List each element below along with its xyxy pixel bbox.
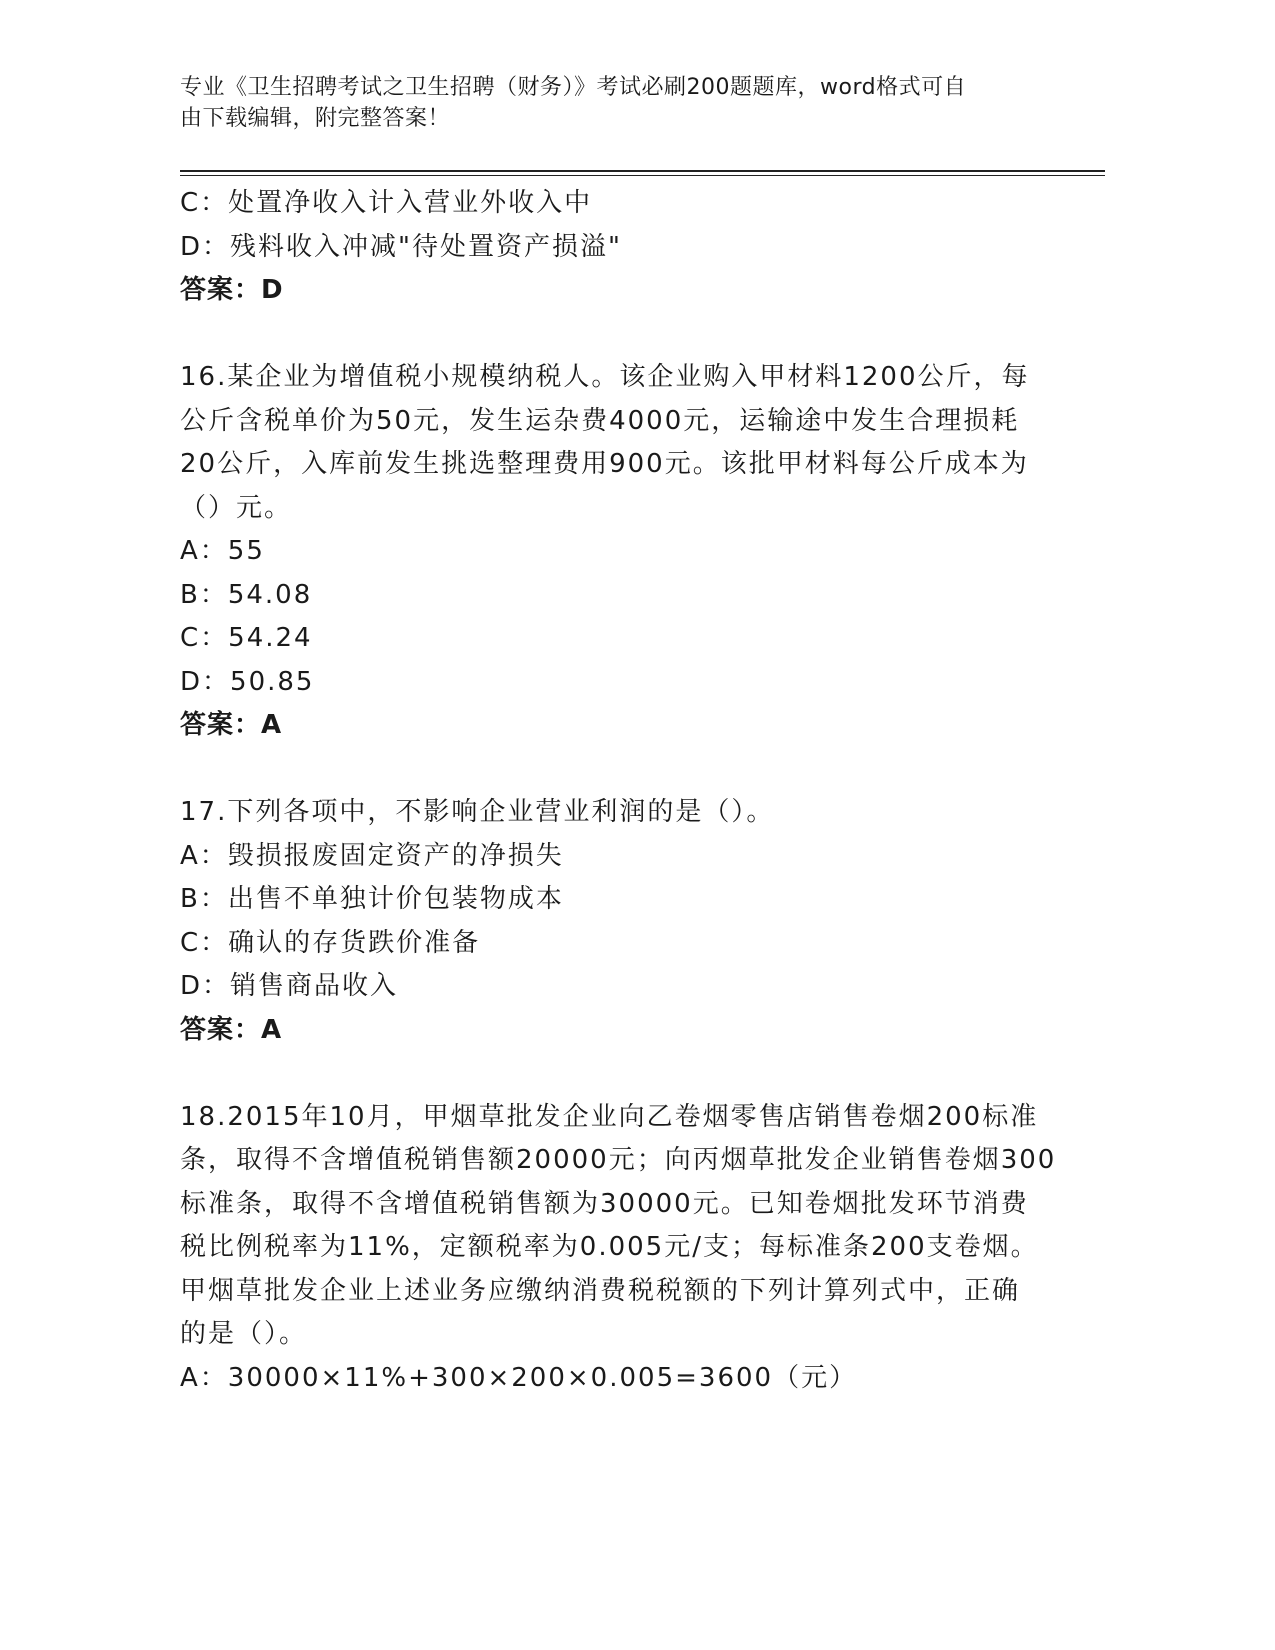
q17-option-a: A：毁损报废固定资产的净损失	[180, 840, 564, 871]
header-line-1: 专业《卫生招聘考试之卫生招聘（财务）》考试必刷200题题库，word格式可自	[180, 75, 967, 100]
question-17	[180, 791, 1060, 1052]
q16-option-d: D：50.85	[180, 666, 315, 697]
spacer	[180, 313, 1060, 357]
q18-stem-line-2: 条，取得不含增值税销售额20000元；向丙烟草批发企业销售卷烟300	[180, 1145, 1057, 1175]
q16-stem-line-4: （）元。	[180, 492, 293, 523]
question-15-tail	[180, 182, 1060, 313]
q17-answer: 答案：A	[180, 1014, 283, 1045]
header-rule-thick	[180, 170, 1105, 172]
q16-option-a: A：55	[180, 536, 265, 566]
q16-option-b: B：54.08	[180, 579, 313, 610]
q16-answer: 答案：A	[180, 710, 283, 740]
q16-stem-line-3: 20公斤，入库前发生挑选整理费用900元。该批甲材料每公斤成本为	[180, 449, 1029, 479]
header-rule-thin	[180, 175, 1105, 176]
question-content	[180, 182, 1060, 1400]
q15-option-c: C：处置净收入计入营业外收入中	[180, 188, 593, 218]
q16-option-c: C：54.24	[180, 623, 313, 653]
page-header	[180, 72, 1030, 134]
question-16	[180, 356, 1060, 748]
header-line-2: 由下载编辑，附完整答案！	[180, 106, 451, 131]
q17-option-c: C：确认的存货跌价准备	[180, 927, 481, 958]
q18-stem-line-6: 的是（）。	[180, 1319, 308, 1349]
q17-stem-line-1: 17.下列各项中，不影响企业营业利润的是（）。	[180, 797, 775, 827]
q16-stem-line-2: 公斤含税单价为50元，发生运杂费4000元，运输途中发生合理损耗	[180, 405, 1020, 436]
q16-stem-line-1: 16.某企业为增值税小规模纳税人。该企业购入甲材料1200公斤，每	[180, 362, 1030, 392]
q17-option-d: D：销售商品收入	[180, 971, 399, 1001]
q18-option-a: A：30000×11%+300×200×0.005=3600（元）	[180, 1362, 858, 1393]
q18-stem-line-5: 甲烟草批发企业上述业务应缴纳消费税税额的下列计算列式中，正确	[180, 1275, 1021, 1306]
question-18	[180, 1096, 1060, 1401]
q17-option-b: B：出售不单独计价包装物成本	[180, 884, 564, 914]
q15-option-d: D：残料收入冲减"待处置资产损溢"	[180, 231, 622, 262]
q18-stem-line-4: 税比例税率为11%，定额税率为0.005元/支；每标准条200支卷烟。	[180, 1232, 1039, 1262]
q18-stem-line-3: 标准条，取得不含增值税销售额为30000元。已知卷烟批发环节消费	[180, 1188, 1029, 1219]
spacer	[180, 1052, 1060, 1096]
q15-answer: 答案：D	[180, 275, 284, 305]
spacer	[180, 748, 1060, 792]
q18-stem-line-1: 18.2015年10月，甲烟草批发企业向乙卷烟零售店销售卷烟200标准	[180, 1101, 1039, 1132]
